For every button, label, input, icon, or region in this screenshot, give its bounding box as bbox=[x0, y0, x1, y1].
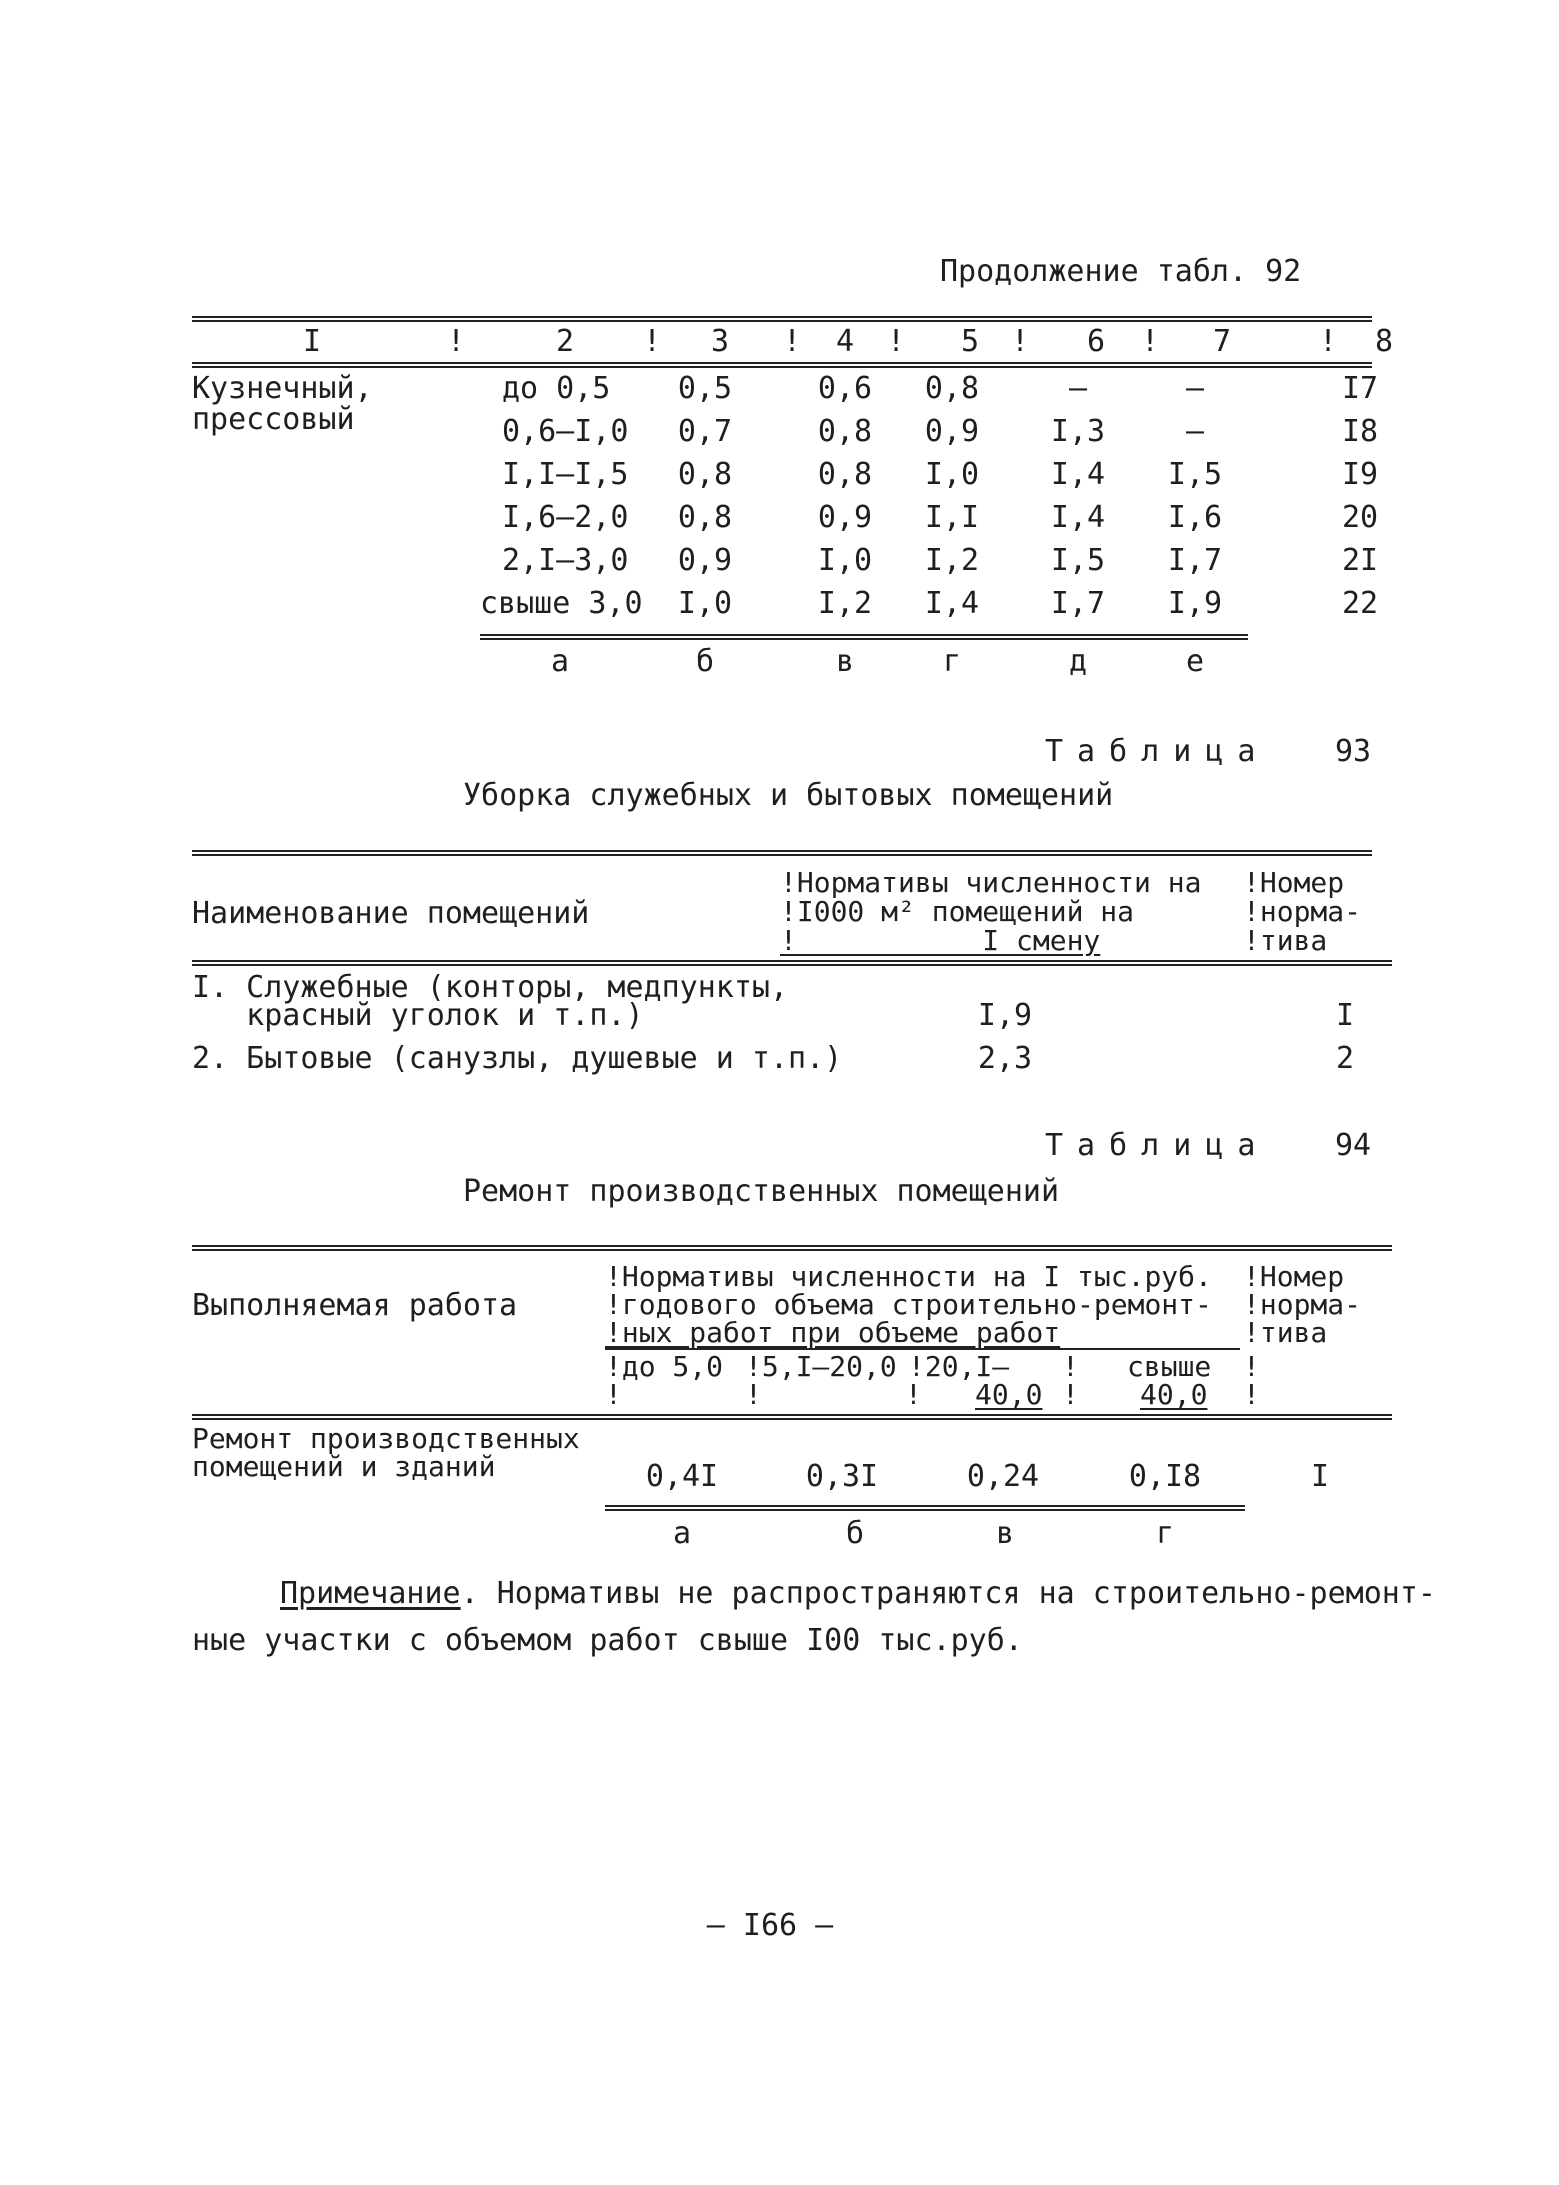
t92-col6-header: 6 bbox=[1086, 324, 1106, 359]
t92-range: I,6–2,0 bbox=[502, 500, 629, 535]
t92-cell-g: I,0 bbox=[924, 457, 980, 492]
t92-cell-v: 0,9 bbox=[817, 500, 873, 535]
t92-letter-d: д bbox=[1068, 644, 1088, 679]
t92-cell-b: I,0 bbox=[677, 586, 733, 621]
t92-letter-e: е bbox=[1185, 644, 1205, 679]
note-text-1: . Нормативы не распространяются на строительно-ремонт- bbox=[460, 1576, 1436, 1611]
t92-cell-d: I,5 bbox=[1050, 543, 1106, 578]
t92-range: I,I–I,5 bbox=[502, 457, 629, 492]
t94-sub-col-v: !20,I– bbox=[908, 1350, 1010, 1383]
t94-sub-sep: ! bbox=[1243, 1378, 1260, 1411]
t93-row1-value: I,9 bbox=[977, 998, 1033, 1033]
t92-cell-g: I,4 bbox=[924, 586, 980, 621]
t92-norm-number: 20 bbox=[1341, 500, 1379, 535]
t94-sub-col-g-line2: 40,0 bbox=[1140, 1378, 1208, 1411]
t93-row2-value: 2,3 bbox=[977, 1041, 1033, 1076]
t94-letter-b: б bbox=[845, 1516, 865, 1551]
t92-sep: ! bbox=[642, 324, 662, 359]
table94-letters-rule bbox=[605, 1505, 1245, 1511]
t93-col2-header-line1: !Нормативы численности на bbox=[780, 866, 1202, 899]
t92-letter-g: г bbox=[942, 644, 962, 679]
t93-row2-number: 2 bbox=[1335, 1041, 1355, 1076]
t94-col2-header-line1: !Нормативы численности на I тыс.руб. bbox=[605, 1260, 1212, 1293]
t92-range: 2,I–3,0 bbox=[502, 543, 629, 578]
t94-sub-sep: ! bbox=[1062, 1378, 1079, 1411]
t92-letter-b: б bbox=[695, 644, 715, 679]
table93-number: 93 bbox=[1335, 734, 1372, 769]
table94-title: Ремонт производственных помещений bbox=[463, 1174, 1060, 1209]
t94-sub-col-a: !до 5,0 bbox=[605, 1350, 724, 1383]
t94-col3-header-line3: !тива bbox=[1243, 1316, 1328, 1349]
t94-row-name-line1: Ремонт производственных bbox=[192, 1422, 580, 1455]
t94-letter-g: г bbox=[1155, 1516, 1175, 1551]
t92-sep: ! bbox=[1010, 324, 1030, 359]
t92-range: до 0,5 bbox=[502, 371, 611, 406]
t93-col1-header: Наименование помещений bbox=[192, 896, 590, 931]
t92-cell-e: I,7 bbox=[1167, 543, 1223, 578]
table93-title: Уборка служебных и бытовых помещений bbox=[463, 778, 1114, 813]
t94-norm-number: I bbox=[1310, 1459, 1330, 1494]
t92-cell-b: 0,9 bbox=[677, 543, 733, 578]
t94-col3-header-line2: !норма- bbox=[1243, 1288, 1362, 1321]
t92-category-line1: Кузнечный, bbox=[192, 371, 373, 406]
t92-cell-g: 0,8 bbox=[924, 371, 980, 406]
t93-col2-header-line2: !I000 м² помещений на bbox=[780, 895, 1135, 928]
t92-letter-v: в bbox=[835, 644, 855, 679]
t92-cell-v: 0,8 bbox=[817, 457, 873, 492]
t92-norm-number: 22 bbox=[1341, 586, 1379, 621]
t92-cell-v: 0,6 bbox=[817, 371, 873, 406]
t94-value-b: 0,3I bbox=[805, 1459, 879, 1494]
t94-col1-header: Выполняемая работа bbox=[192, 1288, 518, 1323]
note-line2: ные участки с объемом работ свыше I00 тыс.руб. bbox=[192, 1623, 1023, 1658]
t92-cell-d: I,3 bbox=[1050, 414, 1106, 449]
t93-col3-header-line1: !Номер bbox=[1243, 866, 1345, 899]
t92-cell-d: I,7 bbox=[1050, 586, 1106, 621]
t92-range: свыше 3,0 bbox=[480, 586, 643, 621]
t92-range: 0,6–I,0 bbox=[502, 414, 629, 449]
t92-norm-number: 2I bbox=[1341, 543, 1379, 578]
table93-label: Таблица bbox=[1045, 734, 1270, 769]
page-number: – I66 – bbox=[706, 1908, 834, 1943]
t94-row-name-line2: помещений и зданий bbox=[192, 1450, 496, 1483]
t92-cell-d: I,4 bbox=[1050, 457, 1106, 492]
t94-col2-header-line2: !годового объема строительно-ремонт- bbox=[605, 1288, 1212, 1321]
t92-cell-e: I,9 bbox=[1167, 586, 1223, 621]
t94-sub-sep: ! bbox=[605, 1378, 622, 1411]
t92-cell-g: I,2 bbox=[924, 543, 980, 578]
table94-top-rule bbox=[192, 1245, 1392, 1251]
t92-norm-number: I8 bbox=[1341, 414, 1379, 449]
t93-col3-header-line2: !норма- bbox=[1243, 895, 1362, 928]
table92-header-rule bbox=[192, 362, 1372, 368]
table94-header-rule bbox=[192, 1414, 1392, 1420]
t92-cell-g: I,I bbox=[924, 500, 980, 535]
table94-label: Таблица bbox=[1045, 1128, 1270, 1163]
t94-sub-sep: ! bbox=[1243, 1350, 1260, 1383]
t92-category-line2: прессовый bbox=[192, 402, 355, 437]
t92-col8-header: 8 bbox=[1374, 324, 1394, 359]
t92-cell-d: I,4 bbox=[1050, 500, 1106, 535]
t92-cell-e: I,5 bbox=[1167, 457, 1223, 492]
t92-cell-b: 0,8 bbox=[677, 500, 733, 535]
t92-letter-a: а bbox=[550, 644, 570, 679]
t92-cell-b: 0,8 bbox=[677, 457, 733, 492]
t92-cell-e: – bbox=[1185, 371, 1205, 406]
t93-col2-header-line3: ! I смену bbox=[780, 924, 1101, 957]
table93-top-rule bbox=[192, 850, 1372, 856]
table93-header-rule bbox=[192, 960, 1392, 966]
note-label: Примечание bbox=[280, 1576, 461, 1611]
t94-sub-sep: ! bbox=[905, 1378, 922, 1411]
t94-sub-sep: ! bbox=[1062, 1350, 1079, 1383]
t93-row1-name-line1: I. Служебные (конторы, медпункты, bbox=[192, 970, 789, 1005]
t94-sub-col-b: !5,I–20,0 bbox=[745, 1350, 897, 1383]
t93-row1-number: I bbox=[1335, 998, 1355, 1033]
t94-col2-header-line3: !ных работ при объеме работ bbox=[605, 1316, 1061, 1349]
t92-cell-b: 0,5 bbox=[677, 371, 733, 406]
t94-col3-header-line1: !Номер bbox=[1243, 1260, 1345, 1293]
t92-cell-g: 0,9 bbox=[924, 414, 980, 449]
t92-col3-header: 3 bbox=[710, 324, 730, 359]
t92-col1-header: I bbox=[302, 324, 322, 359]
t93-row2-name: 2. Бытовые (санузлы, душевые и т.п.) bbox=[192, 1041, 843, 1076]
t92-cell-v: I,2 bbox=[817, 586, 873, 621]
t92-sep: ! bbox=[446, 324, 466, 359]
t92-col2-header: 2 bbox=[555, 324, 575, 359]
t92-norm-number: I9 bbox=[1341, 457, 1379, 492]
t92-cell-e: I,6 bbox=[1167, 500, 1223, 535]
t94-value-v: 0,24 bbox=[966, 1459, 1040, 1494]
t92-col4-header: 4 bbox=[835, 324, 855, 359]
t94-sub-col-v-line2: 40,0 bbox=[975, 1378, 1043, 1411]
continuation-title: Продолжение табл. 92 bbox=[940, 254, 1302, 289]
table92-top-rule bbox=[192, 316, 1372, 322]
t92-sep: ! bbox=[1318, 324, 1338, 359]
t94-letter-a: а bbox=[672, 1516, 692, 1551]
t93-col3-header-line3: !тива bbox=[1243, 924, 1328, 957]
t92-sep: ! bbox=[886, 324, 906, 359]
t92-cell-b: 0,7 bbox=[677, 414, 733, 449]
t92-cell-v: I,0 bbox=[817, 543, 873, 578]
t92-sep: ! bbox=[782, 324, 802, 359]
t92-norm-number: I7 bbox=[1341, 371, 1379, 406]
t92-col5-header: 5 bbox=[960, 324, 980, 359]
t92-cell-e: – bbox=[1185, 414, 1205, 449]
t94-sub-col-g: свыше bbox=[1127, 1350, 1212, 1383]
t92-cell-v: 0,8 bbox=[817, 414, 873, 449]
note-line1 bbox=[280, 1578, 1436, 1610]
table94-number: 94 bbox=[1335, 1128, 1372, 1163]
t94-value-a: 0,4I bbox=[645, 1459, 719, 1494]
t93-row1-name-line2: красный уголок и т.п.) bbox=[192, 998, 644, 1033]
t92-cell-d: – bbox=[1068, 371, 1088, 406]
t94-sub-sep: ! bbox=[745, 1378, 762, 1411]
t92-sep: ! bbox=[1140, 324, 1160, 359]
t94-letter-v: в bbox=[995, 1516, 1015, 1551]
table92-letters-rule bbox=[480, 634, 1248, 640]
t94-value-g: 0,I8 bbox=[1128, 1459, 1202, 1494]
t92-col7-header: 7 bbox=[1212, 324, 1232, 359]
